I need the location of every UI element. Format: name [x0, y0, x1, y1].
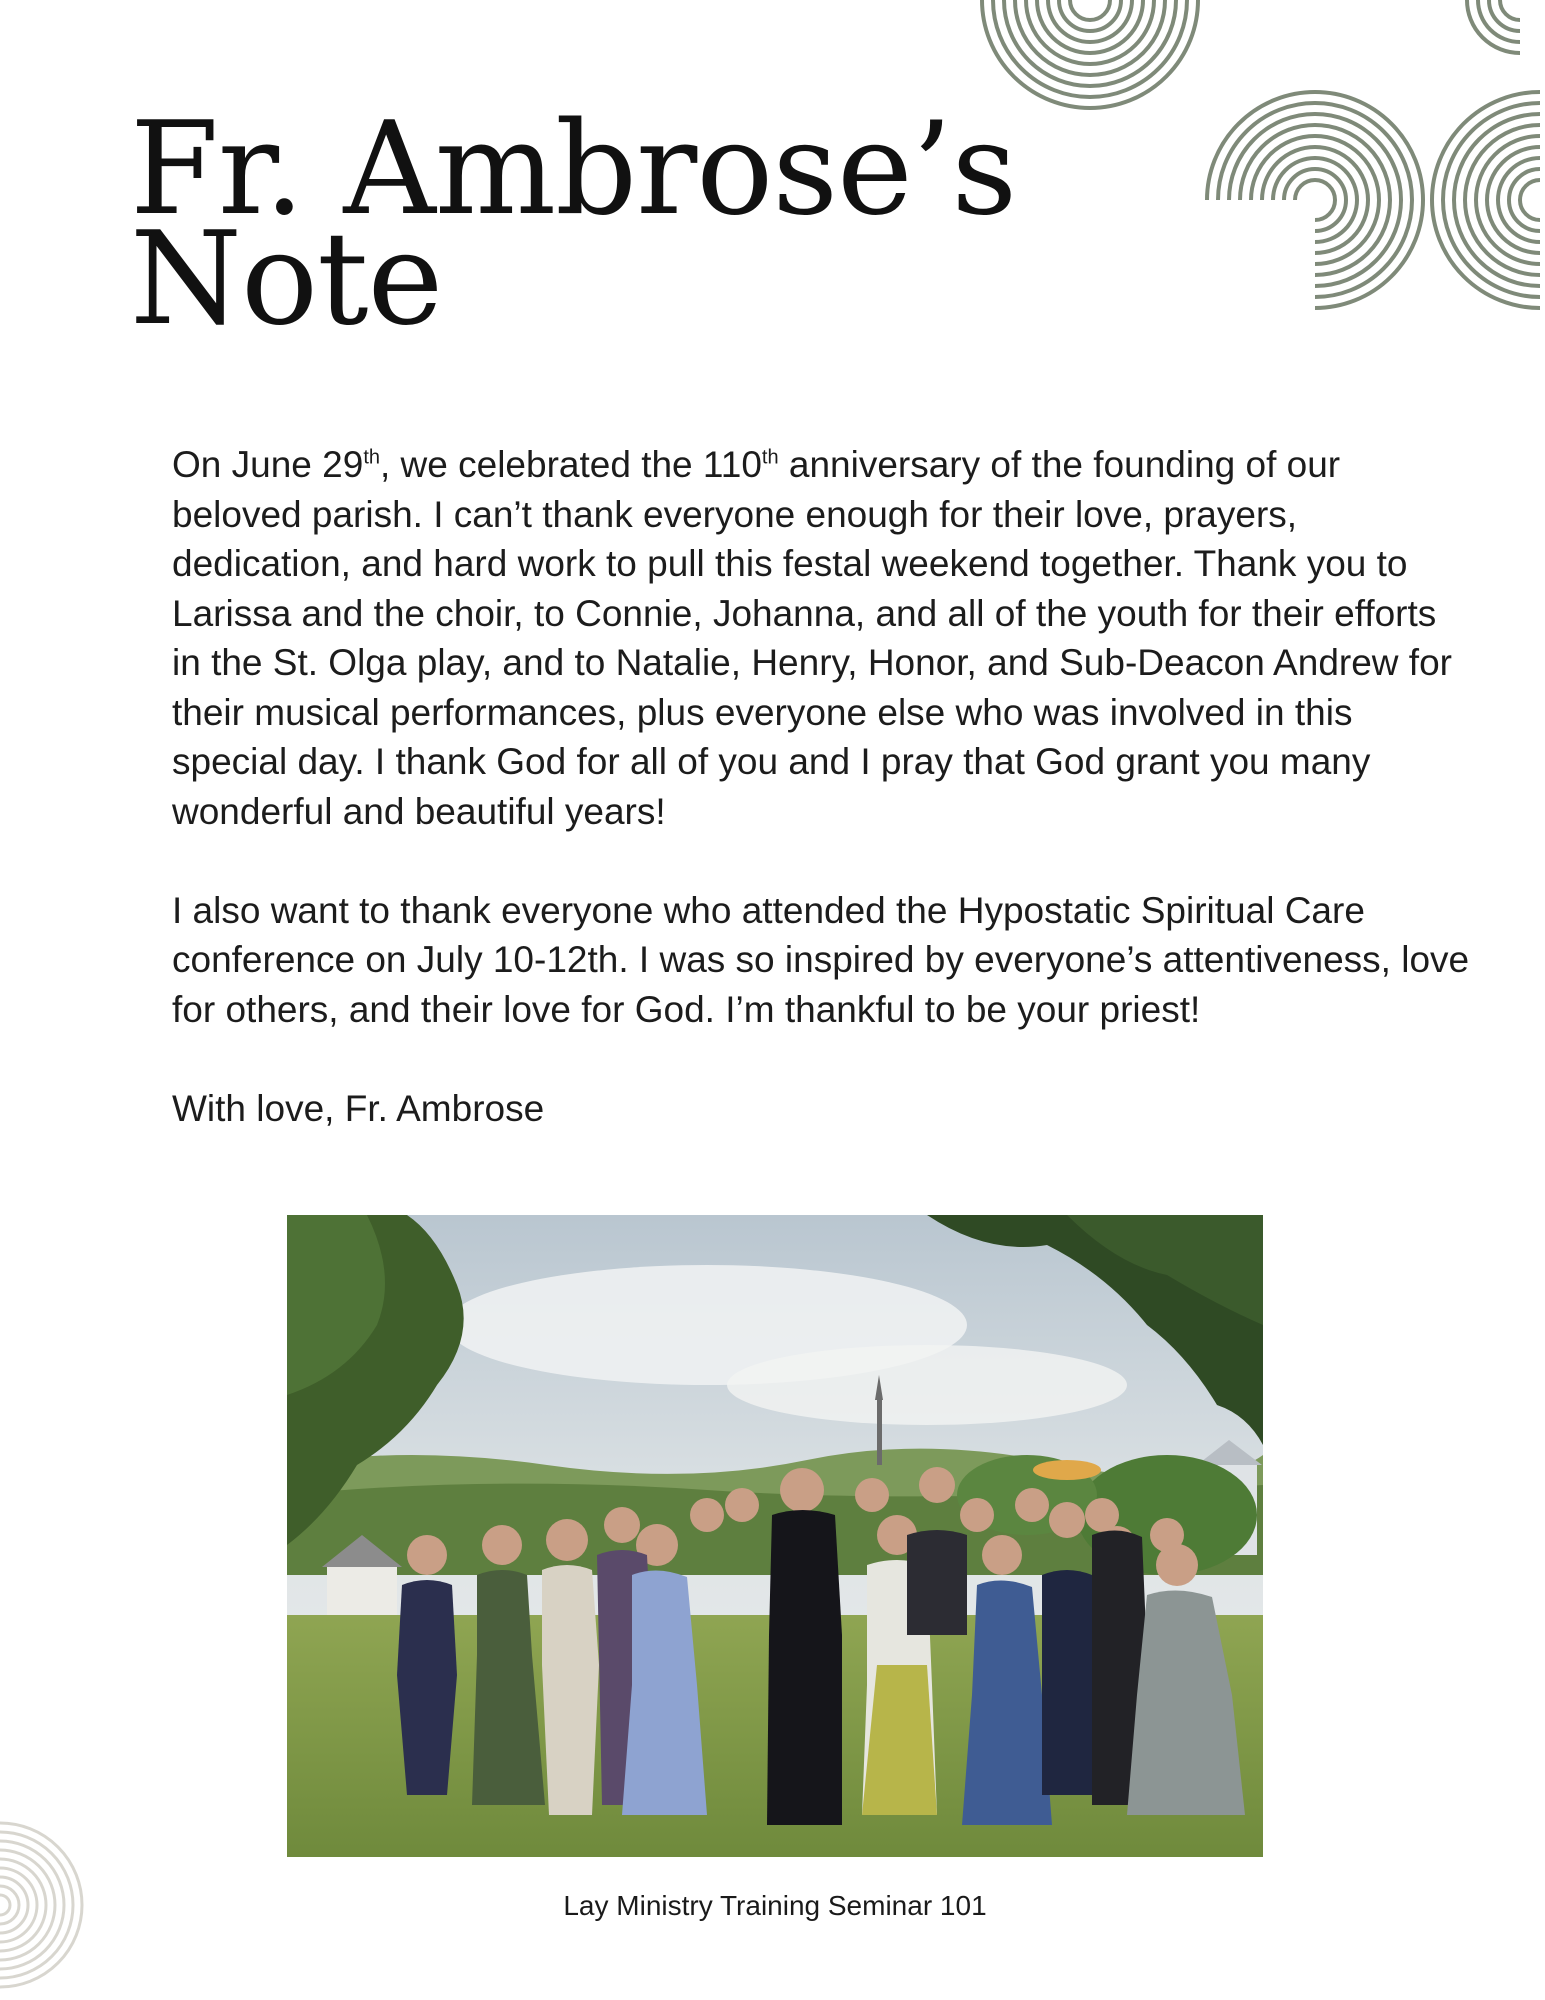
decorative-arc	[1467, 0, 1520, 53]
decorative-arc	[1520, 200, 1540, 220]
paragraph-conference: I also want to thank everyone who attended the Hypostatic Spiritual Care conference on July 10-12th. I was so inspired by everyone’s attentiveness, love for others, and their love for God. I’m thankful to be your priest!	[172, 889, 1470, 1030]
note-body	[172, 440, 1472, 1183]
decorative-arc	[0, 1859, 46, 1951]
p1-sup-a: th	[363, 446, 380, 469]
p1-text-b: , we celebrated the 110	[380, 444, 762, 485]
p1-text-c: anniversary of the founding of our beloved parish. I can’t thank everyone enough for their love, prayers, dedication, and hard work to pull this festal weekend together. Thank you to Larissa and the choir, to Connie, Johanna, and all of the youth for their efforts in the St. Olga play, and to Natalie, Henry, Honor, and Sub-Deacon Andrew for their musical performances, plus everyone else who was involved in this special day. I thank God for all of you and I pray that God grant you many wonderful and beautiful years!	[172, 444, 1452, 832]
signoff: With love, Fr. Ambrose	[172, 1087, 545, 1129]
p1-text-a: On June 29	[172, 444, 364, 485]
decorative-wave-lines-bottom	[0, 1740, 330, 2000]
title-line-2: Note	[130, 205, 443, 354]
decorative-arc	[1284, 169, 1346, 200]
p1-sup-b: th	[761, 446, 779, 469]
decorative-arc	[1295, 180, 1335, 200]
paragraph-anniversary	[172, 440, 1472, 836]
decorative-arc	[1059, 0, 1121, 31]
decorative-arc	[1070, 0, 1110, 20]
title-line-1: Fr. Ambrose’s	[130, 95, 1017, 244]
photo-caption: Lay Ministry Training Seminar 101	[563, 1890, 987, 1921]
decorative-arc	[0, 1895, 10, 1915]
decorative-arc	[1262, 147, 1368, 200]
group-photo	[287, 1215, 1263, 1857]
decorative-arc	[1500, 0, 1520, 20]
decorative-arc	[0, 1823, 82, 1987]
decorative-arc	[1315, 200, 1335, 220]
decorative-arc	[1037, 0, 1143, 53]
page-title	[130, 95, 1017, 354]
decorative-arc	[1520, 180, 1540, 200]
